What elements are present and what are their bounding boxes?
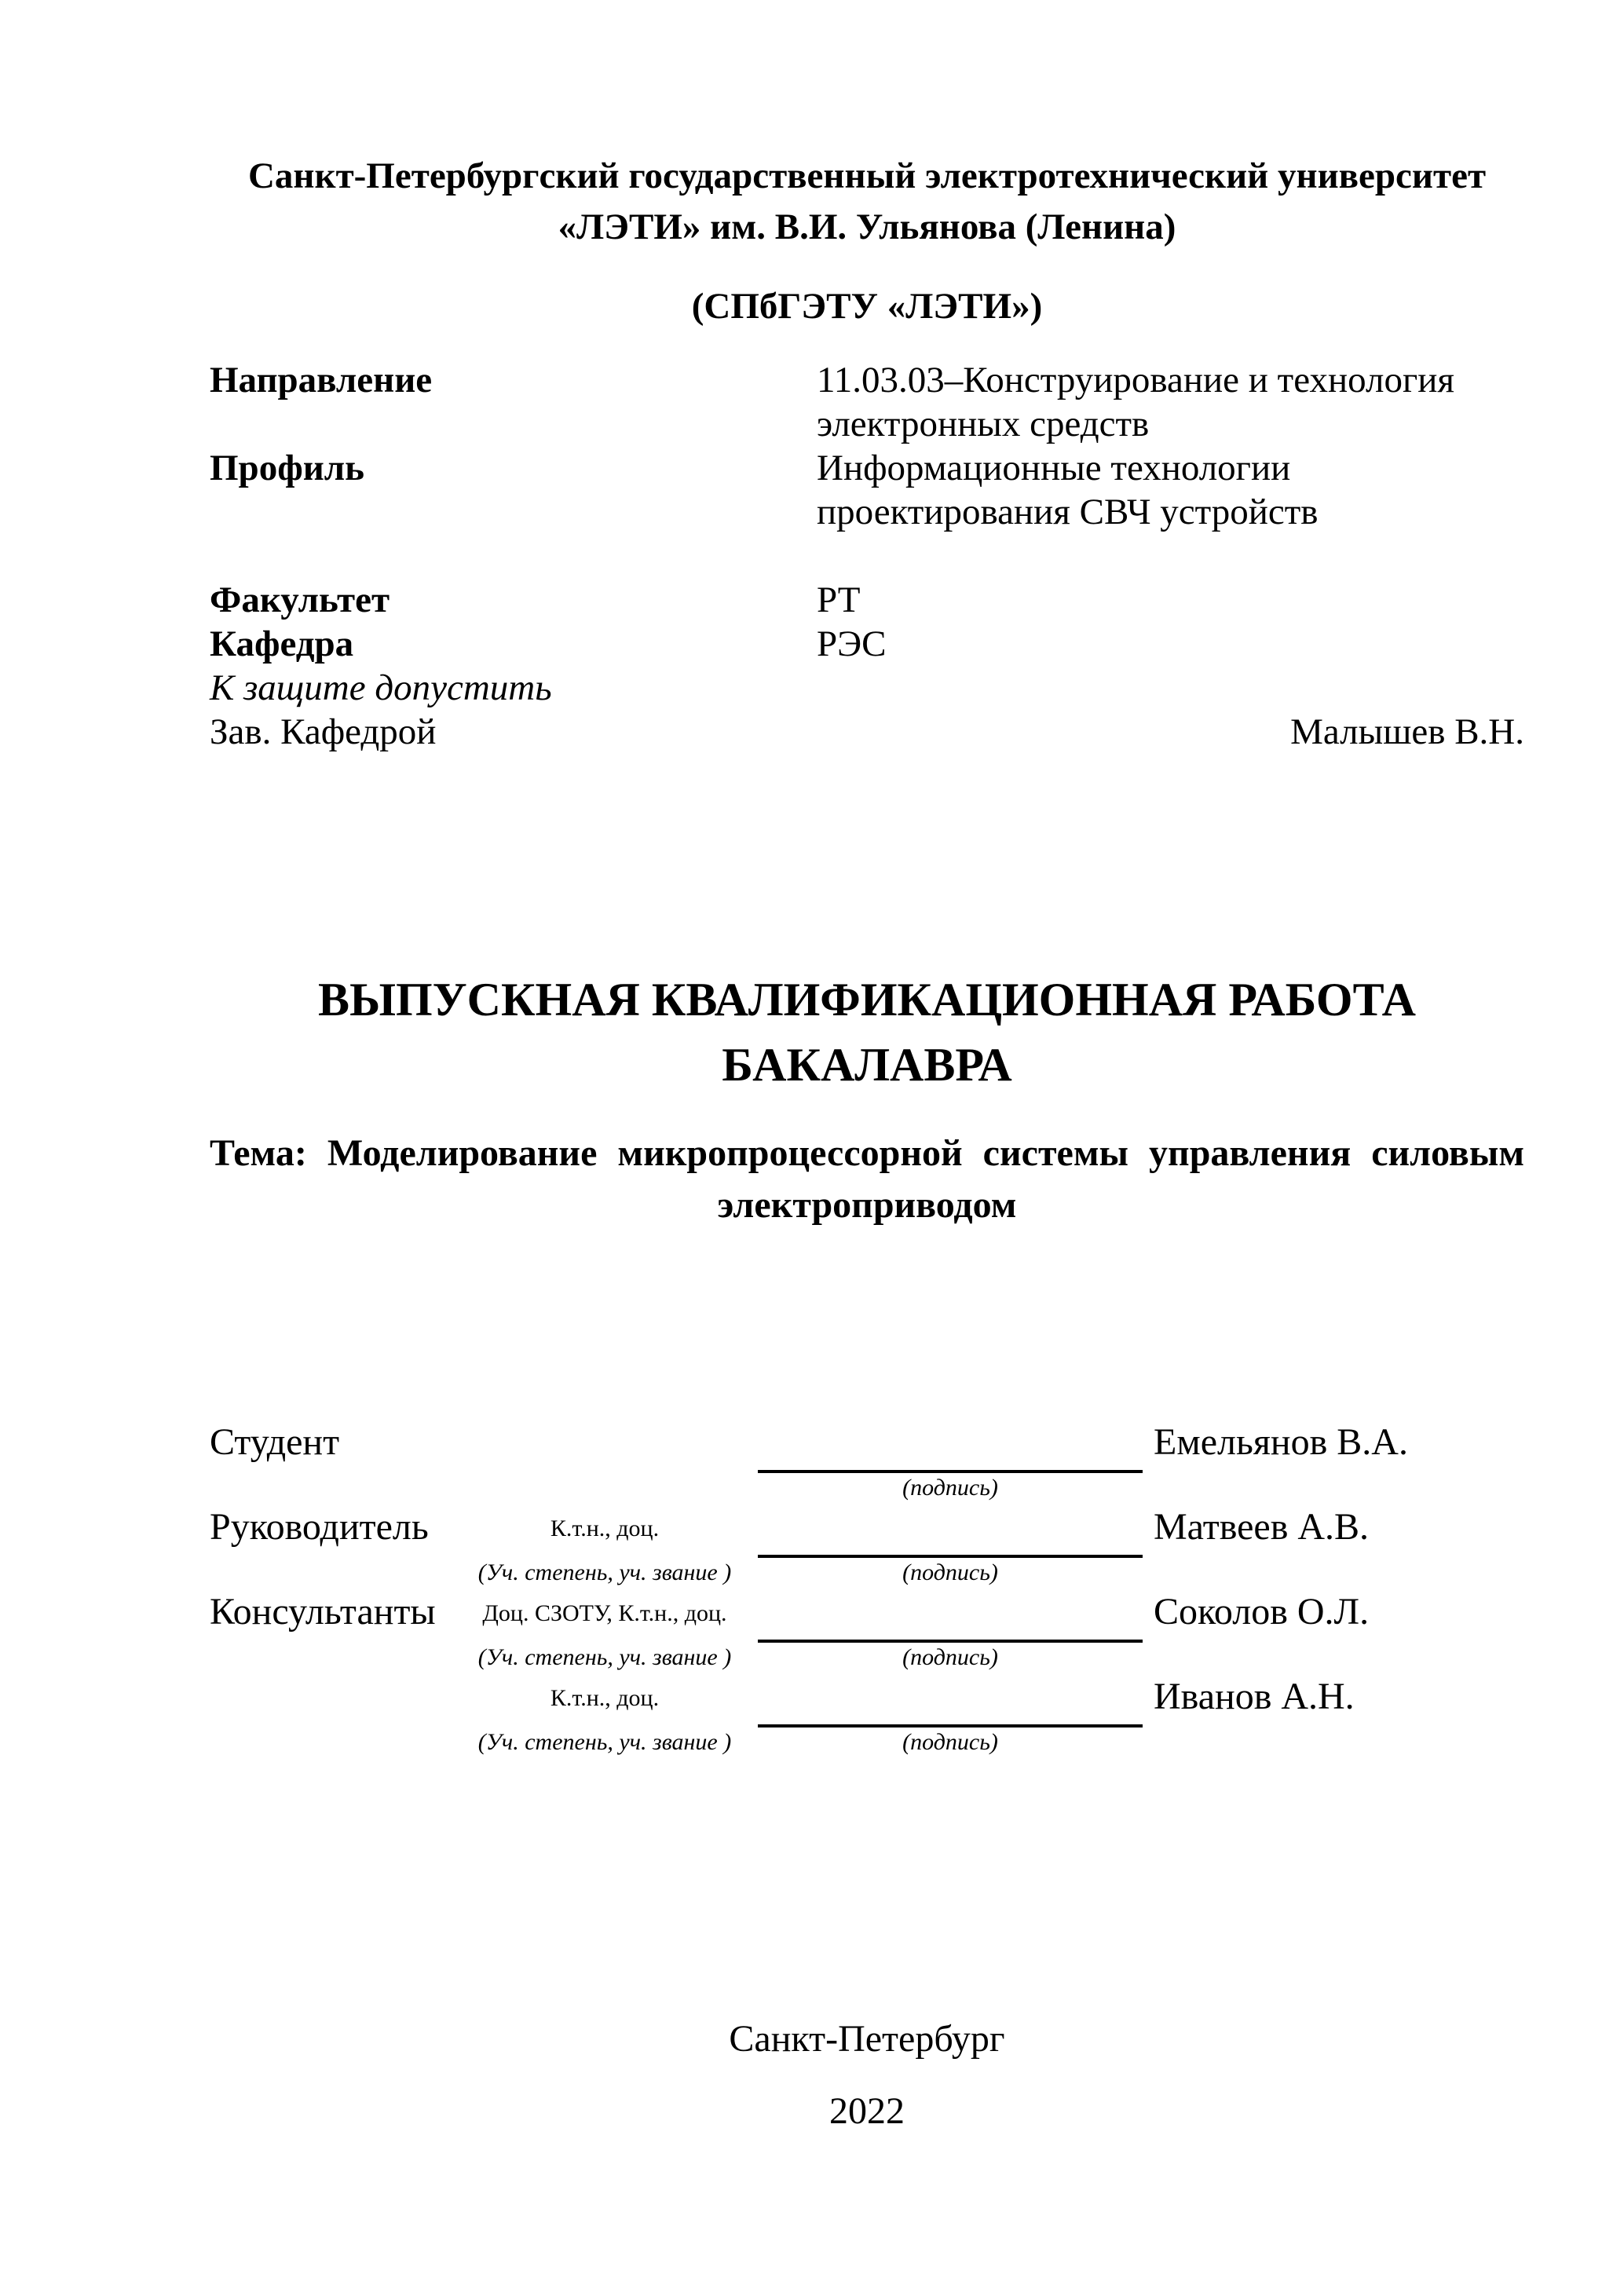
signature-name-student: Емельянов В.А.	[1154, 1421, 1408, 1463]
signature-caption: (подпись)	[902, 1475, 998, 1501]
degree-caption: (Уч. степень, уч. звание )	[477, 1559, 732, 1585]
profile-label: Профиль	[210, 448, 365, 488]
department-label: Кафедра	[210, 623, 354, 664]
signature-line	[758, 1724, 1143, 1727]
degree-caption: (Уч. степень, уч. звание )	[477, 1644, 732, 1670]
university-abbreviation: (СПбГЭТУ «ЛЭТИ»)	[691, 286, 1043, 327]
department-value: РЭС	[817, 623, 887, 664]
theme-text: Моделирование микропроцессорной системы управления силовым	[327, 1132, 1525, 1174]
signature-line	[758, 1470, 1143, 1473]
direction-value-line1: 11.03.03–Конструирование и технология	[817, 360, 1454, 400]
signature-role-consultants: Консультанты	[210, 1591, 436, 1632]
department-head-name: Малышев В.Н.	[1290, 711, 1524, 752]
signature-name-supervisor: Матвеев А.В.	[1154, 1506, 1370, 1548]
city-line: Санкт-Петербург	[729, 2018, 1005, 2060]
university-name-line1: Санкт-Петербургский государственный электротехнический университет	[247, 155, 1487, 196]
signature-degree-consultant1: Доц. СЗОТУ, К.т.н., доц.	[482, 1600, 727, 1626]
theme-label: Тема:	[210, 1132, 307, 1174]
signature-caption: (подпись)	[902, 1729, 998, 1755]
signature-role-student: Студент	[210, 1421, 340, 1463]
signature-line	[758, 1555, 1143, 1558]
admit-to-defense-line: К защите допустить	[210, 667, 552, 708]
direction-label: Направление	[210, 360, 433, 400]
profile-value-line2: проектирования СВЧ устройств	[817, 492, 1319, 532]
signature-name-consultant2: Иванов А.Н.	[1154, 1676, 1355, 1717]
signature-line	[758, 1640, 1143, 1643]
signature-degree-supervisor: К.т.н., доц.	[550, 1515, 660, 1541]
faculty-label: Факультет	[210, 579, 390, 620]
theme-line2: электроприводом	[717, 1184, 1017, 1226]
university-name-line2: «ЛЭТИ» им. В.И. Ульянова (Ленина)	[558, 207, 1176, 247]
work-title-line1: ВЫПУСКНАЯ КВАЛИФИКАЦИОННАЯ РАБОТА	[318, 974, 1416, 1026]
signature-role-supervisor: Руководитель	[210, 1506, 429, 1548]
department-head-label: Зав. Кафедрой	[210, 711, 437, 752]
signature-name-consultant1: Соколов О.Л.	[1154, 1591, 1370, 1632]
theme-line1	[210, 1133, 1524, 1175]
signature-caption: (подпись)	[902, 1644, 998, 1670]
profile-value-line1: Информационные технологии	[817, 448, 1291, 488]
year-line: 2022	[829, 2090, 905, 2132]
faculty-value: РТ	[817, 579, 861, 620]
work-title-line2: БАКАЛАВРА	[722, 1039, 1012, 1091]
signature-degree-consultant2: К.т.н., доц.	[550, 1685, 660, 1711]
direction-value-line2: электронных средств	[817, 404, 1150, 444]
degree-caption: (Уч. степень, уч. звание )	[477, 1729, 732, 1755]
signature-caption: (подпись)	[902, 1559, 998, 1585]
